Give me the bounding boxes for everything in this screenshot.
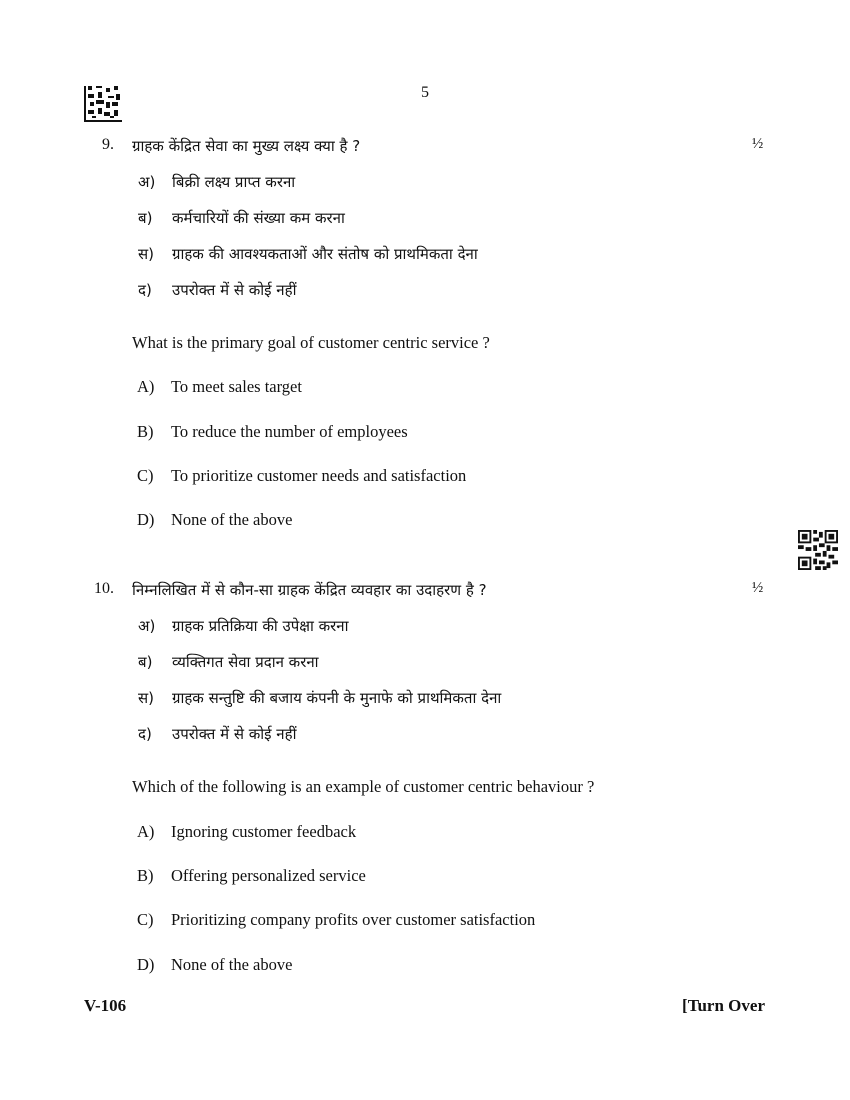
option-label: द) — [138, 725, 152, 743]
question-number: 9. — [102, 136, 114, 153]
option-text: ग्राहक सन्तुष्टि की बजाय कंपनी के मुनाफे को प्राथमिकता देना — [172, 689, 502, 707]
english-option — [137, 910, 535, 930]
question-text-english: Which of the following is an example of customer centric behaviour ? — [132, 777, 595, 796]
hindi-option — [138, 244, 478, 264]
option-label: D) — [137, 510, 155, 529]
english-option — [137, 510, 292, 530]
hindi-option — [138, 616, 349, 636]
option-label: A) — [137, 822, 155, 841]
question-text-english: What is the primary goal of customer centric service ? — [132, 333, 490, 352]
option-text: उपरोक्त में से कोई नहीं — [172, 725, 297, 743]
english-option — [137, 866, 366, 886]
option-label: A) — [137, 377, 155, 396]
option-text: Ignoring customer feedback — [171, 822, 357, 841]
english-option — [137, 955, 292, 975]
option-label: अ) — [138, 173, 156, 191]
option-label: D) — [137, 955, 155, 974]
option-text: कर्मचारियों की संख्या कम करना — [172, 209, 345, 227]
option-text: Prioritizing company profits over customer satisfaction — [171, 910, 536, 929]
hindi-option — [138, 688, 501, 708]
option-text: उपरोक्त में से कोई नहीं — [172, 281, 297, 299]
option-label: स) — [138, 245, 154, 263]
option-label: स) — [138, 689, 154, 707]
option-label: ब) — [138, 209, 153, 227]
english-option — [137, 466, 466, 486]
option-label: द) — [138, 281, 152, 299]
hindi-option — [138, 172, 295, 192]
option-label: B) — [137, 866, 154, 885]
option-text: ग्राहक प्रतिक्रिया की उपेक्षा करना — [172, 617, 349, 635]
option-label: C) — [137, 466, 154, 485]
option-text: Offering personalized service — [171, 866, 366, 885]
option-text: To meet sales target — [171, 377, 302, 396]
question-text-hindi: ग्राहक केंद्रित सेवा का मुख्य लक्ष्य क्या है ? — [132, 137, 361, 155]
qr-code-icon — [798, 530, 838, 570]
option-text: व्यक्तिगत सेवा प्रदान करना — [172, 653, 319, 671]
option-label: ब) — [138, 653, 153, 671]
question-text-hindi: निम्नलिखित में से कौन-सा ग्राहक केंद्रित व्यवहार का उदाहरण है ? — [132, 581, 487, 599]
english-option — [137, 422, 408, 442]
question-number: 10. — [94, 580, 114, 597]
option-text: ग्राहक की आवश्यकताओं और संतोष को प्राथमिकता देना — [172, 245, 478, 263]
option-label: अ) — [138, 617, 156, 635]
english-option — [137, 822, 356, 842]
option-text: To prioritize customer needs and satisfaction — [171, 466, 467, 485]
hindi-option — [138, 280, 296, 300]
option-label: C) — [137, 910, 154, 929]
page-number: 5 — [421, 84, 429, 101]
english-option — [137, 377, 302, 397]
hindi-option — [138, 724, 296, 744]
turn-over-label: [Turn Over — [682, 996, 765, 1015]
option-text: To reduce the number of employees — [171, 422, 408, 441]
paper-code: V-106 — [84, 996, 127, 1015]
option-text: None of the above — [171, 955, 293, 974]
question-marks: ½ — [752, 136, 764, 152]
hindi-option — [138, 208, 345, 228]
option-label: B) — [137, 422, 154, 441]
option-text: बिक्री लक्ष्य प्राप्त करना — [172, 173, 296, 191]
hindi-option — [138, 652, 319, 672]
option-text: None of the above — [171, 510, 293, 529]
question-marks: ½ — [752, 580, 764, 596]
